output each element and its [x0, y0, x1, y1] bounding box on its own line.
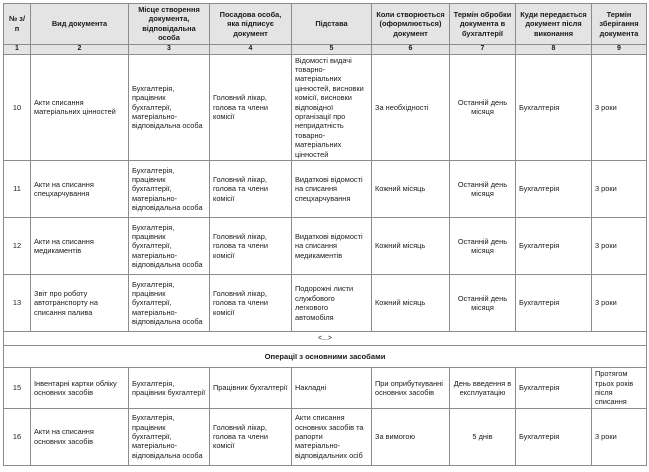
signer-cell: Головний лікар, голова та члени комісії	[210, 54, 292, 160]
basis-cell: Акти списання основних засобів та рапорти матеріально-відповідальних осіб	[292, 408, 372, 465]
doc-type-cell: Акти на списання спецхарчування	[31, 161, 129, 218]
doc-type-cell: Акти на списання основних засобів	[31, 408, 129, 465]
row-number: 13	[4, 275, 31, 332]
table-row	[4, 54, 647, 160]
when-cell: Кожний місяць	[372, 218, 450, 275]
when-cell: Кожний місяць	[372, 275, 450, 332]
storage-cell: 3 роки	[592, 408, 647, 465]
when-cell: При оприбуткуванні основних засобів	[372, 368, 450, 409]
basis-cell: Подорожні листи службового легкового автомобіля	[292, 275, 372, 332]
row-number: 16	[4, 408, 31, 465]
doc-type-cell: Звіт про роботу автотранспорту на списання палива	[31, 275, 129, 332]
col-number: 5	[292, 44, 372, 54]
basis-cell: Видаткові відомості на списання спецхарчування	[292, 161, 372, 218]
table-row	[4, 218, 647, 275]
destination-cell: Бухгалтерія	[516, 408, 592, 465]
section-title: Операції з основними засобами	[4, 346, 647, 368]
col-number: 4	[210, 44, 292, 54]
header-row	[4, 4, 647, 45]
header-processing: Термін обробки документа в бухгалтерії	[450, 4, 516, 45]
place-cell: Бухгалтерія, працівник бухгалтерії	[129, 368, 210, 409]
row-number: 15	[4, 368, 31, 409]
processing-cell: День введення в експлуатацію	[450, 368, 516, 409]
table-row	[4, 275, 647, 332]
header-doc-type: Вид документа	[31, 4, 129, 45]
when-cell: За необхідності	[372, 54, 450, 160]
document-register-table	[3, 3, 647, 466]
signer-cell: Головний лікар, голова та члени комісії	[210, 218, 292, 275]
omission-marker: <...>	[4, 332, 647, 346]
col-number: 2	[31, 44, 129, 54]
storage-cell: 3 роки	[592, 54, 647, 160]
row-number: 10	[4, 54, 31, 160]
omission-row	[4, 332, 647, 346]
place-cell: Бухгалтерія, працівник бухгалтерії, матеріально-відповідальна особа	[129, 54, 210, 160]
when-cell: За вимогою	[372, 408, 450, 465]
table-row	[4, 408, 647, 465]
basis-cell: Накладні	[292, 368, 372, 409]
signer-cell: Головний лікар, голова та члени комісії	[210, 408, 292, 465]
header-when: Коли створюється (оформлюється) документ	[372, 4, 450, 45]
doc-type-cell: Інвентарні картки обліку основних засобів	[31, 368, 129, 409]
col-number: 1	[4, 44, 31, 54]
storage-cell: 3 роки	[592, 161, 647, 218]
destination-cell: Бухгалтерія	[516, 161, 592, 218]
basis-cell: Відомості видачі товарно-матеріальних цінностей, висновки комісії, висновки відповідної організації про непридатність товарно-матеріальних цінностей	[292, 54, 372, 160]
processing-cell: Останній день місяця	[450, 54, 516, 160]
doc-type-cell: Акти списання матеріальних цінностей	[31, 54, 129, 160]
processing-cell: Останній день місяця	[450, 275, 516, 332]
section-header-row	[4, 346, 647, 368]
place-cell: Бухгалтерія, працівник бухгалтерії, матеріально-відповідальна особа	[129, 275, 210, 332]
column-number-row	[4, 44, 647, 54]
col-number: 9	[592, 44, 647, 54]
col-number: 7	[450, 44, 516, 54]
header-storage: Термін зберігання документа	[592, 4, 647, 45]
header-num: № з/п	[4, 4, 31, 45]
header-basis: Підстава	[292, 4, 372, 45]
signer-cell: Головний лікар, голова та члени комісії	[210, 161, 292, 218]
storage-cell: 3 роки	[592, 275, 647, 332]
header-signer: Посадова особа, яка підписує документ	[210, 4, 292, 45]
row-number: 12	[4, 218, 31, 275]
col-number: 6	[372, 44, 450, 54]
destination-cell: Бухгалтерія	[516, 54, 592, 160]
row-number: 11	[4, 161, 31, 218]
processing-cell: 5 днів	[450, 408, 516, 465]
processing-cell: Останній день місяця	[450, 161, 516, 218]
header-place: Місце створення документа, відповідальна особа	[129, 4, 210, 45]
table-row	[4, 161, 647, 218]
table-row	[4, 368, 647, 409]
signer-cell: Головний лікар, голова та члени комісії	[210, 275, 292, 332]
place-cell: Бухгалтерія, працівник бухгалтерії, матеріально-відповідальна особа	[129, 218, 210, 275]
col-number: 3	[129, 44, 210, 54]
place-cell: Бухгалтерія, працівник бухгалтерії, матеріально-відповідальна особа	[129, 161, 210, 218]
place-cell: Бухгалтерія, працівник бухгалтерії, матеріально-відповідальна особа	[129, 408, 210, 465]
storage-cell: 3 роки	[592, 218, 647, 275]
destination-cell: Бухгалтерія	[516, 218, 592, 275]
basis-cell: Видаткові відомості на списання медикаментів	[292, 218, 372, 275]
destination-cell: Бухгалтерія	[516, 368, 592, 409]
storage-cell: Протягом трьох років після списання	[592, 368, 647, 409]
processing-cell: Останній день місяця	[450, 218, 516, 275]
header-destination: Куди передається документ після виконання	[516, 4, 592, 45]
when-cell: Кожний місяць	[372, 161, 450, 218]
doc-type-cell: Акти на списання медикаментів	[31, 218, 129, 275]
col-number: 8	[516, 44, 592, 54]
signer-cell: Працівник бухгалтерії	[210, 368, 292, 409]
destination-cell: Бухгалтерія	[516, 275, 592, 332]
